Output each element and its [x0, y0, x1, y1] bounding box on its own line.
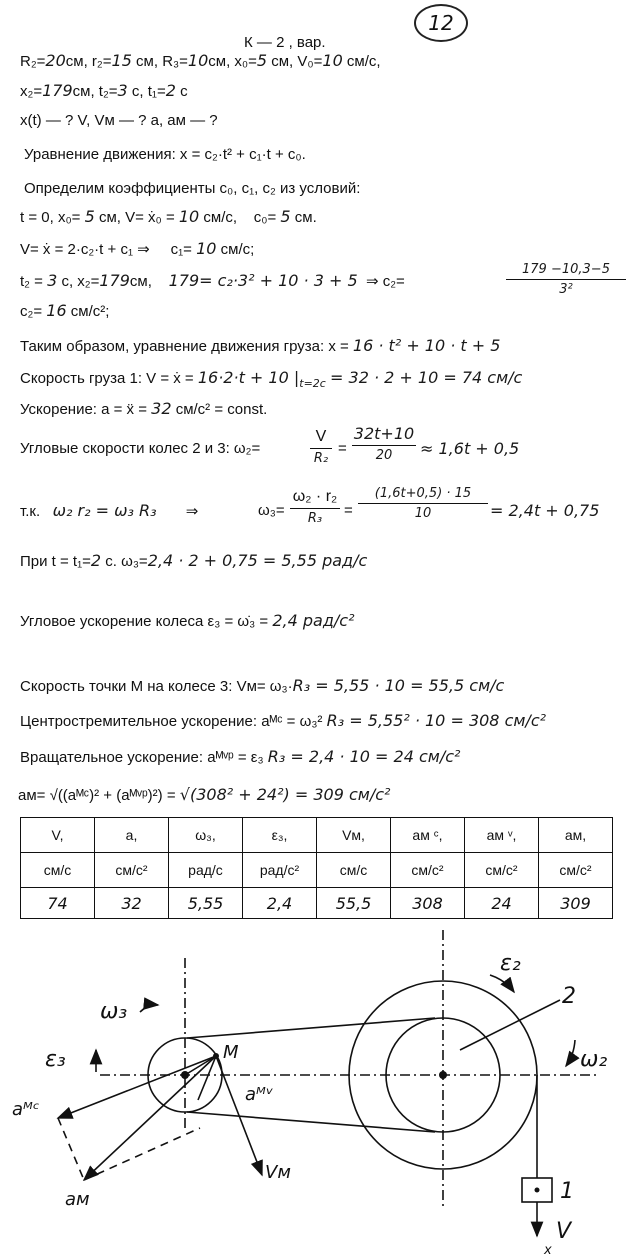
omega2-fraction-a: V R₂ [310, 428, 332, 466]
omega3-equals: = [344, 502, 353, 519]
load-label: 1 [560, 1179, 574, 1204]
c2-fraction: 179 −10,3−5 3² [506, 262, 626, 297]
at-t1-line: При t = t₁=2 c. ω₃=2,4 · 2 + 0,75 = 5,55 рад/с [20, 551, 368, 570]
eps3-label: ε₃ [45, 1047, 66, 1072]
am-dash-2 [58, 1118, 84, 1180]
wheel2-center [439, 1071, 447, 1079]
condition-line-4: c₂= 16 см/с²; [20, 301, 110, 320]
equation-title: Уравнение движения: x = c₂·t² + c₁·t + c₀. [24, 146, 306, 163]
header-unit-cell: рад/с² [243, 853, 317, 888]
given-line-1: R₂=20см, r₂=15 см, R₃=10см, x₀=5 см, V₀=10 см/с, [20, 51, 381, 70]
value-cell: 55,5 [317, 888, 391, 919]
total-accel-line: aм= √((aᴹᶜ)² + (aᴹᵛᵖ)²) = √(308² + 24²) = 309 см/с² [18, 785, 391, 804]
find-line: x(t) — ? V, Vм — ? a, aм — ? [20, 112, 218, 129]
omega3-line: т.к. ω₂ r₂ = ω₃ R₃ ⇒ [20, 501, 199, 520]
value-cell: 5,55 [169, 888, 243, 919]
given-line-2: x₂=179см, t₂=3 c, t₁=2 c [20, 81, 188, 100]
header-unit-cell: см/с² [391, 853, 465, 888]
an-label: aᴹᶜ [12, 1099, 40, 1120]
omega3-arrow [140, 1005, 158, 1012]
vm-label: Vм [265, 1162, 291, 1183]
header-cell: aм ᶜ, [391, 818, 465, 853]
at-label: aᴹᵛ [245, 1084, 274, 1105]
an-vector [58, 1056, 216, 1118]
am-label: aм [65, 1189, 90, 1210]
omega2-arrow [566, 1040, 575, 1066]
velocity-line: Скорость груза 1: V = ẋ = 16·2·t + 10 $|_{t=2c} = 32 \cdot 2 + 10 = 74$ см/с [20, 368, 523, 390]
page-number: 12 [414, 4, 468, 42]
header-cell: Vм, [317, 818, 391, 853]
header-cell: aм, [539, 818, 613, 853]
omega2-result: ≈ 1,6t + 0,5 [420, 439, 520, 458]
header-unit-cell: см/с² [465, 853, 539, 888]
header-cell: aм ᵛ, [465, 818, 539, 853]
header-unit-cell: см/с² [539, 853, 613, 888]
am-dash-1 [84, 1128, 200, 1180]
header-cell: ε₃, [243, 818, 317, 853]
omega3-fraction-a: ω₂ · r₂ R₃ [290, 488, 340, 526]
load-center [535, 1188, 540, 1193]
v-label: V [556, 1219, 572, 1244]
rotational-line: Вращательное ускорение: aᴹᵛᵖ = ε₃ R₃ = 2,4 · 10 = 24 см/с² [20, 747, 461, 766]
header-cell: a, [95, 818, 169, 853]
condition-line-3: t₂ = 3 c, x₂=179см, 179= c₂·3² + 10 · 3 + 5 ⇒ c₂= [20, 271, 405, 290]
page-title: К — 2 , вар. [244, 34, 326, 51]
condition-line-2: V= ẋ = 2·c₂·t + c₁ ⇒ c₁= 10 см/с; [20, 239, 255, 258]
point-m-label: M [223, 1042, 239, 1063]
value-cell: 308 [391, 888, 465, 919]
value-cell: 2,4 [243, 888, 317, 919]
omega3-label: ω₃= [258, 502, 285, 519]
belt-top [187, 1018, 435, 1038]
header-cell: ω₃, [169, 818, 243, 853]
condition-line-1: t = 0, x₀= 5 см, V= ẋ₀ = 10 см/с, c₀= 5 см. [20, 207, 317, 226]
omega3-result: = 2,4t + 0,75 [490, 501, 600, 520]
omega2-label: ω₂ [580, 1047, 608, 1072]
centripetal-line: Центростремительное ускорение: aᴹᶜ = ω₃² R₃ = 5,55² · 10 = 308 см/с² [20, 711, 547, 730]
vm-line: Скорость точки М на колесе 3: Vм= ω₃·R₃ = 5,55 · 10 = 55,5 см/с [20, 676, 505, 695]
header-cell: V, [21, 818, 95, 853]
wheel2-label: 2 [562, 984, 576, 1009]
label2-leader [460, 1000, 560, 1050]
value-cell: 32 [95, 888, 169, 919]
eps2-arrow [490, 975, 514, 992]
value-cell: 74 [21, 888, 95, 919]
wheel3-center [181, 1071, 189, 1079]
belt-bottom [187, 1112, 435, 1132]
omega2-line: Угловые скорости колес 2 и 3: ω₂= [20, 440, 261, 457]
eps2-label: ε₂ [500, 951, 521, 976]
epsilon3-line: Угловое ускорение колеса ε₃ = ω̇₃ = 2,4 рад/с² [20, 611, 355, 630]
value-cell: 24 [465, 888, 539, 919]
header-unit-cell: рад/с [169, 853, 243, 888]
header-unit-cell: см/с² [95, 853, 169, 888]
value-cell: 309 [539, 888, 613, 919]
x-axis-label: x [544, 1243, 552, 1258]
omega2-fraction-b: 32t+10 20 [353, 424, 415, 463]
point-m [213, 1053, 219, 1059]
omega2-equals: = [338, 440, 347, 457]
motion-equation: Таким образом, уравнение движения груза: x = 16 · t² + 10 · t + 5 [20, 336, 501, 355]
coef-title: Определим коэффициенты c₀, c₁, c₂ из условий: [24, 180, 361, 197]
header-unit-cell: см/с [21, 853, 95, 888]
omega3-fraction-b: (1,6t+0,5) · 15 10 [358, 486, 488, 521]
omega3-label: ω₃ [100, 999, 128, 1024]
acceleration-line: Ускорение: a = ẍ = 32 см/с² = const. [20, 399, 268, 418]
header-unit-cell: см/с [317, 853, 391, 888]
